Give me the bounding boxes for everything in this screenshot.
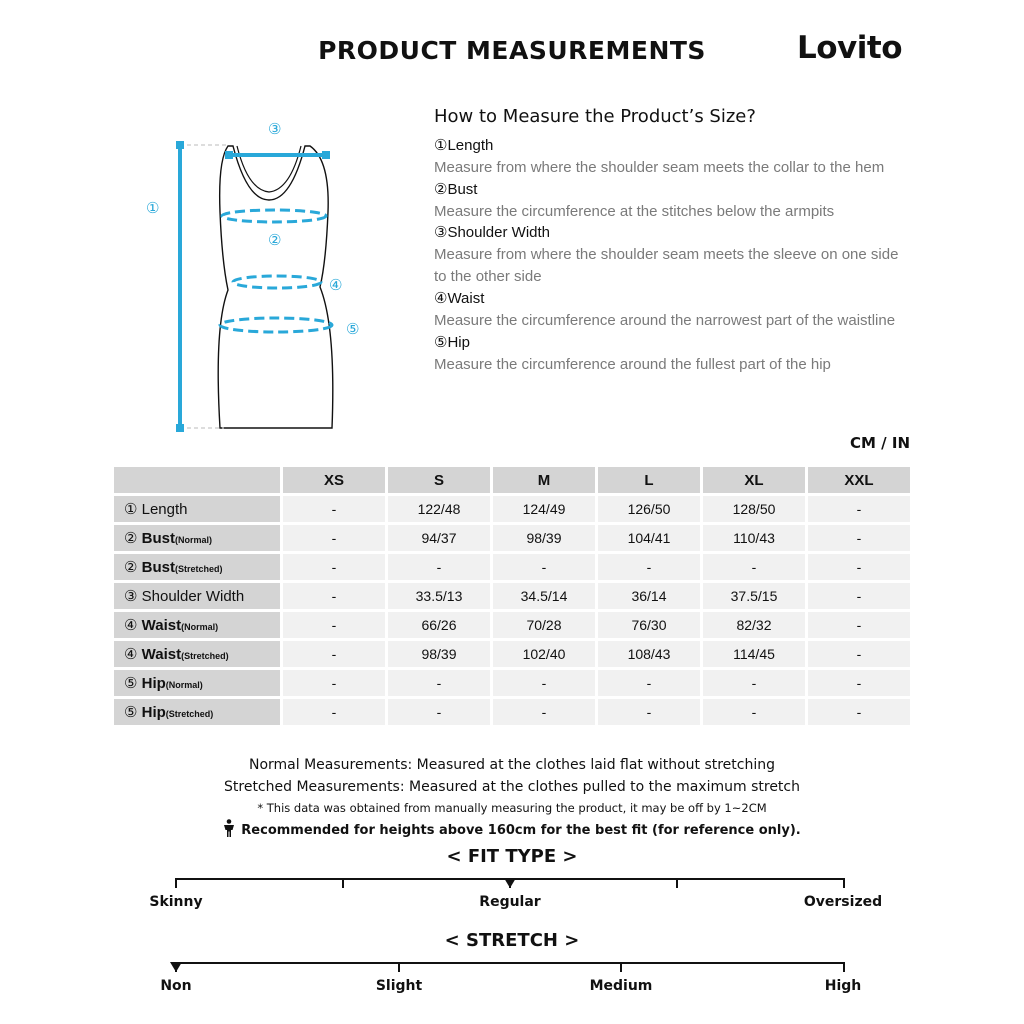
column-header: XXL	[808, 467, 910, 493]
table-cell: 114/45	[703, 641, 805, 667]
stretch-tick	[620, 962, 622, 972]
how-to-measure-heading: How to Measure the Product’s Size?	[434, 106, 756, 127]
howto-item-shoulder	[434, 222, 914, 287]
table-row	[114, 583, 910, 609]
row-qualifier: (Normal)	[165, 680, 203, 690]
row-label	[114, 496, 280, 522]
row-name: Waist	[141, 646, 182, 663]
row-qualifier: (Stretched)	[181, 651, 229, 661]
normal-measurement-note: Normal Measurements: Measured at the clothes laid flat without stretching	[249, 757, 775, 773]
table-header-row	[114, 467, 910, 493]
row-name: Waist	[141, 617, 182, 634]
table-cell: 66/26	[388, 612, 490, 638]
row-label	[114, 641, 280, 667]
table-cell: -	[493, 699, 595, 725]
row-number: ④	[124, 646, 138, 663]
table-cell: 110/43	[703, 525, 805, 551]
row-number: ⑤	[124, 704, 138, 721]
row-number: ②	[124, 530, 138, 547]
row-number: ⑤	[124, 675, 138, 692]
disclaimer-note: * This data was obtained from manually measuring the product, it may be off by 1~2CM	[257, 801, 767, 815]
dress-measurement-diagram	[140, 112, 380, 442]
table-cell: -	[808, 496, 910, 522]
table-cell: -	[283, 670, 385, 696]
howto-item-length	[434, 135, 914, 179]
page-title: PRODUCT MEASUREMENTS	[318, 36, 706, 65]
table-row	[114, 554, 910, 580]
row-name: Bust	[141, 559, 175, 576]
diagram-label-length: ①	[146, 199, 160, 217]
notes-section	[0, 754, 1024, 847]
row-name: Hip	[141, 704, 166, 721]
howto-item-title: ②Bust	[434, 180, 478, 198]
table-cell: -	[283, 554, 385, 580]
stretch-label-high: High	[824, 978, 862, 994]
table-cell: 98/39	[493, 525, 595, 551]
diagram-label-bust: ②	[268, 231, 282, 249]
row-name: Length	[141, 501, 188, 518]
row-name: Hip	[141, 675, 166, 692]
table-cell: -	[703, 554, 805, 580]
fit-type-tick	[175, 878, 177, 888]
table-cell: -	[388, 670, 490, 696]
table-cell: -	[283, 612, 385, 638]
diagram-label-shoulder: ③	[268, 120, 282, 138]
table-cell: 122/48	[388, 496, 490, 522]
stretch-tick	[398, 962, 400, 972]
stretched-measurement-note: Stretched Measurements: Measured at the clothes pulled to the maximum stretch	[224, 779, 800, 795]
table-cell: 98/39	[388, 641, 490, 667]
table-cell: 124/49	[493, 496, 595, 522]
row-qualifier: (Stretched)	[174, 564, 223, 574]
diagram-label-hip: ⑤	[346, 320, 360, 338]
row-label	[114, 670, 280, 696]
row-label	[114, 612, 280, 638]
table-cell: 33.5/13	[388, 583, 490, 609]
table-cell: 108/43	[598, 641, 700, 667]
table-cell: -	[388, 554, 490, 580]
table-cell: -	[808, 641, 910, 667]
stretch-track	[175, 962, 845, 964]
column-header: L	[598, 467, 700, 493]
size-table	[111, 464, 913, 728]
row-qualifier: (Normal)	[181, 622, 219, 632]
height-recommendation	[0, 818, 1024, 847]
table-cell: -	[598, 699, 700, 725]
table-row	[114, 496, 910, 522]
table-row	[114, 670, 910, 696]
howto-item-hip	[434, 332, 914, 376]
row-label	[114, 525, 280, 551]
stretch-label-non: Non	[160, 978, 192, 994]
howto-item-desc: Measure the circumference around the fullest part of the hip	[434, 355, 831, 373]
table-cell: 94/37	[388, 525, 490, 551]
row-qualifier: (Normal)	[174, 535, 212, 545]
table-row	[114, 641, 910, 667]
table-cell: -	[283, 583, 385, 609]
table-cell: 70/28	[493, 612, 595, 638]
table-cell: -	[808, 583, 910, 609]
howto-item-desc: Measure the circumference at the stitches below the armpits	[434, 202, 835, 220]
howto-item-waist	[434, 288, 914, 332]
fit-type-tick	[676, 878, 678, 888]
fit-type-label-oversized: Oversized	[803, 894, 883, 910]
table-cell: -	[598, 670, 700, 696]
how-to-measure-section	[434, 106, 914, 375]
table-cell: 126/50	[598, 496, 700, 522]
table-cell: 82/32	[703, 612, 805, 638]
howto-item-title: ⑤Hip	[434, 333, 470, 351]
stretch-title: < STRETCH >	[444, 930, 580, 951]
person-icon	[223, 819, 235, 847]
fit-type-pointer	[504, 878, 516, 888]
table-cell: 128/50	[703, 496, 805, 522]
table-cell: -	[808, 525, 910, 551]
table-cell: -	[703, 699, 805, 725]
column-header: M	[493, 467, 595, 493]
table-cell: -	[493, 554, 595, 580]
table-cell: 34.5/14	[493, 583, 595, 609]
row-name: Bust	[141, 530, 175, 547]
table-row	[114, 612, 910, 638]
column-header: S	[388, 467, 490, 493]
table-header-blank	[114, 467, 280, 493]
column-header: XS	[283, 467, 385, 493]
table-cell: -	[283, 699, 385, 725]
howto-item-desc: Measure from where the shoulder seam meets the collar to the hem	[434, 159, 885, 176]
brand-logo: Lovito	[796, 30, 902, 66]
table-cell: -	[283, 525, 385, 551]
row-number: ②	[124, 559, 138, 576]
table-cell: -	[388, 699, 490, 725]
table-cell: -	[493, 670, 595, 696]
diagram-label-waist: ④	[329, 276, 343, 294]
table-cell: 37.5/15	[703, 583, 805, 609]
unit-label: CM / IN	[850, 434, 910, 452]
fit-type-label-skinny: Skinny	[149, 894, 203, 910]
table-cell: -	[703, 670, 805, 696]
table-cell: 76/30	[598, 612, 700, 638]
howto-item-bust	[434, 179, 914, 223]
howto-item-title: ③Shoulder Width	[434, 224, 551, 242]
fit-type-title: < FIT TYPE >	[446, 846, 578, 867]
howto-item-desc: Measure from where the shoulder seam meets the sleeve on one side to the other side	[434, 246, 899, 286]
column-header: XL	[703, 467, 805, 493]
table-cell: -	[283, 641, 385, 667]
fit-type-tick	[342, 878, 344, 888]
stretch-tick	[843, 962, 845, 972]
row-number: ④	[124, 617, 138, 634]
row-name: Shoulder Width	[141, 588, 245, 605]
howto-item-title: ④Waist	[434, 289, 485, 307]
row-label	[114, 554, 280, 580]
table-cell: -	[808, 670, 910, 696]
fit-type-tick	[843, 878, 845, 888]
table-cell: -	[808, 699, 910, 725]
howto-item-title: ①Length	[434, 137, 494, 154]
table-cell: 102/40	[493, 641, 595, 667]
table-cell: 104/41	[598, 525, 700, 551]
table-cell: -	[598, 554, 700, 580]
fit-type-label-regular: Regular	[479, 894, 541, 910]
row-qualifier: (Stretched)	[165, 709, 214, 719]
row-number: ①	[124, 501, 138, 518]
table-cell: -	[808, 612, 910, 638]
stretch-pointer	[170, 962, 182, 972]
stretch-label-slight: Slight	[375, 978, 423, 994]
row-number: ③	[124, 588, 138, 605]
row-label	[114, 583, 280, 609]
table-cell: -	[283, 496, 385, 522]
howto-item-desc: Measure the circumference around the narrowest part of the waistline	[434, 311, 896, 329]
stretch-label-medium: Medium	[589, 978, 653, 994]
row-label	[114, 699, 280, 725]
height-recommendation-text: Recommended for heights above 160cm for the best fit (for reference only).	[241, 823, 801, 838]
table-cell: 36/14	[598, 583, 700, 609]
table-cell: -	[808, 554, 910, 580]
table-row	[114, 699, 910, 725]
table-row	[114, 525, 910, 551]
